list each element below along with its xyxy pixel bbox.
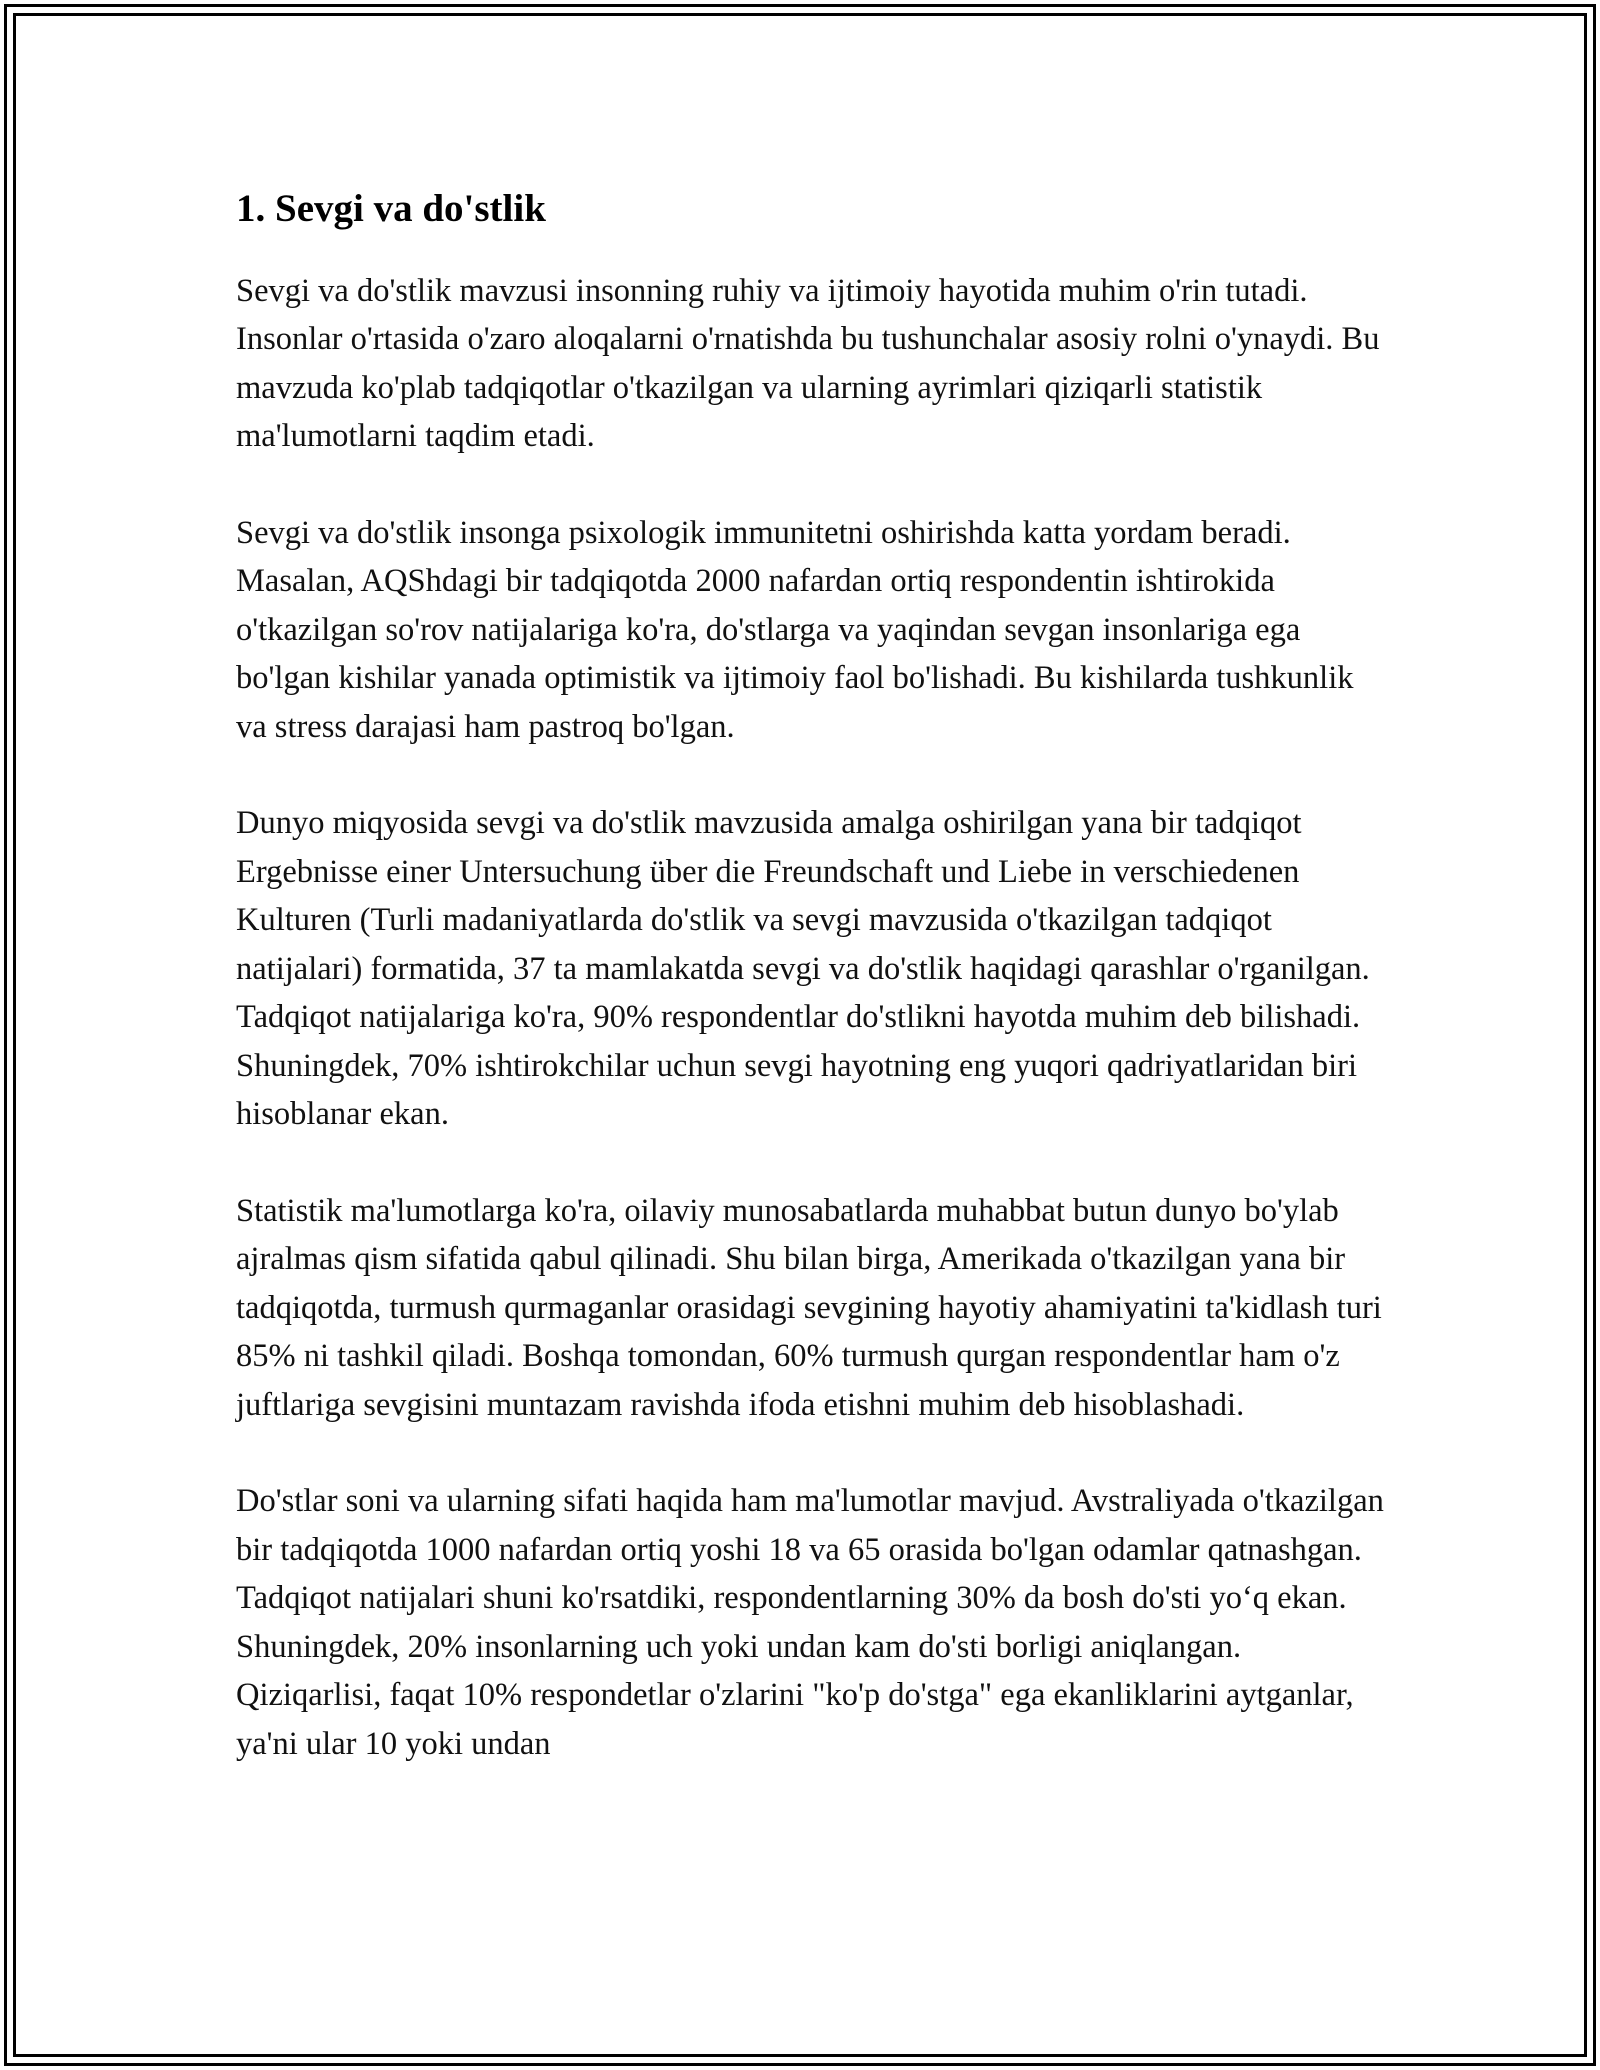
document-body: [236, 186, 1386, 1816]
paragraph-3: Dunyo miqyosida sevgi va do'stlik mavzusida amalga oshirilgan yana bir tadqiqot Ergebnisse einer Untersuchung über die Freundschaft und Liebe in verschiedenen Kulturen (Turli madaniyatlarda do'stlik va sevgi mavzusida o'tkazilgan tadqiqot natijalari) formatida, 37 ta mamlakatda sevgi va do'stlik haqidagi qarashlar o'rganilgan. Tadqiqot natijalariga ko'ra, 90% respondentlar do'stlikni hayotda muhim deb bilishadi. Shuningdek, 70% ishtirokchilar uchun sevgi hayotning eng yuqori qadriyatlaridan biri hisoblanar ekan.: [236, 805, 1370, 1133]
paragraph-2: Sevgi va do'stlik insonga psixologik immunitetni oshirishda katta yordam beradi. Masalan, AQShdagi bir tadqiqotda 2000 nafardan ortiq respondentin ishtirokida o'tkazilgan so'rov natijalariga ko'ra, do'stlarga va yaqindan sevgan insonlariga ega bo'lgan kishilar yanada optimistik va ijtimoiy faol bo'lishadi. Bu kishilarda tushkunlik va stress darajasi ham pastroq bo'lgan.: [236, 514, 1354, 745]
paragraph-4: Statistik ma'lumotlarga ko'ra, oilaviy munosabatlarda muhabbat butun dunyo bo'ylab ajralmas qism sifatida qabul qilinadi. Shu bilan birga, Amerikada o'tkazilgan yana bir tadqiqotda, turmush qurmaganlar orasidagi sevgining hayotiy ahamiyatini ta'kidlash turi 85% ni tashkil qiladi. Boshqa tomondan, 60% turmush qurgan respondentlar ham o'z juftlariga sevgisini muntazam ravishda ifoda etishni muhim deb hisoblashadi.: [236, 1192, 1382, 1423]
paragraph-1: Sevgi va do'stlik mavzusi insonning ruhiy va ijtimoiy hayotida muhim o'rin tutadi. Insonlar o'rtasida o'zaro aloqalarni o'rnatishda bu tushunchalar asosiy rolni o'ynaydi. Bu mavzuda ko'plab tadqiqotlar o'tkazilgan va ularning ayrimlari qiziqarli statistik ma'lumotlarni taqdim etadi.: [236, 272, 1380, 455]
paragraph-5: Do'stlar soni va ularning sifati haqida ham ma'lumotlar mavjud. Avstraliyada o'tkazilgan bir tadqiqotda 1000 nafardan ortiq yoshi 18 va 65 orasida bo'lgan odamlar qatnashgan. Tadqiqot natijalari shuni ko'rsatdiki, respondentlarning 30% da bosh do'sti yo‘q ekan. Shuningdek, 20% insonlarning uch yoki undan kam do'sti borligi aniqlangan. Qiziqarlisi, faqat 10% respondetlar o'zlarini "ko'p do'stga" ega ekanliklarini aytganlar, ya'ni ular 10 yoki undan: [236, 1483, 1384, 1762]
section-heading: 1. Sevgi va do'stlik: [236, 187, 546, 230]
